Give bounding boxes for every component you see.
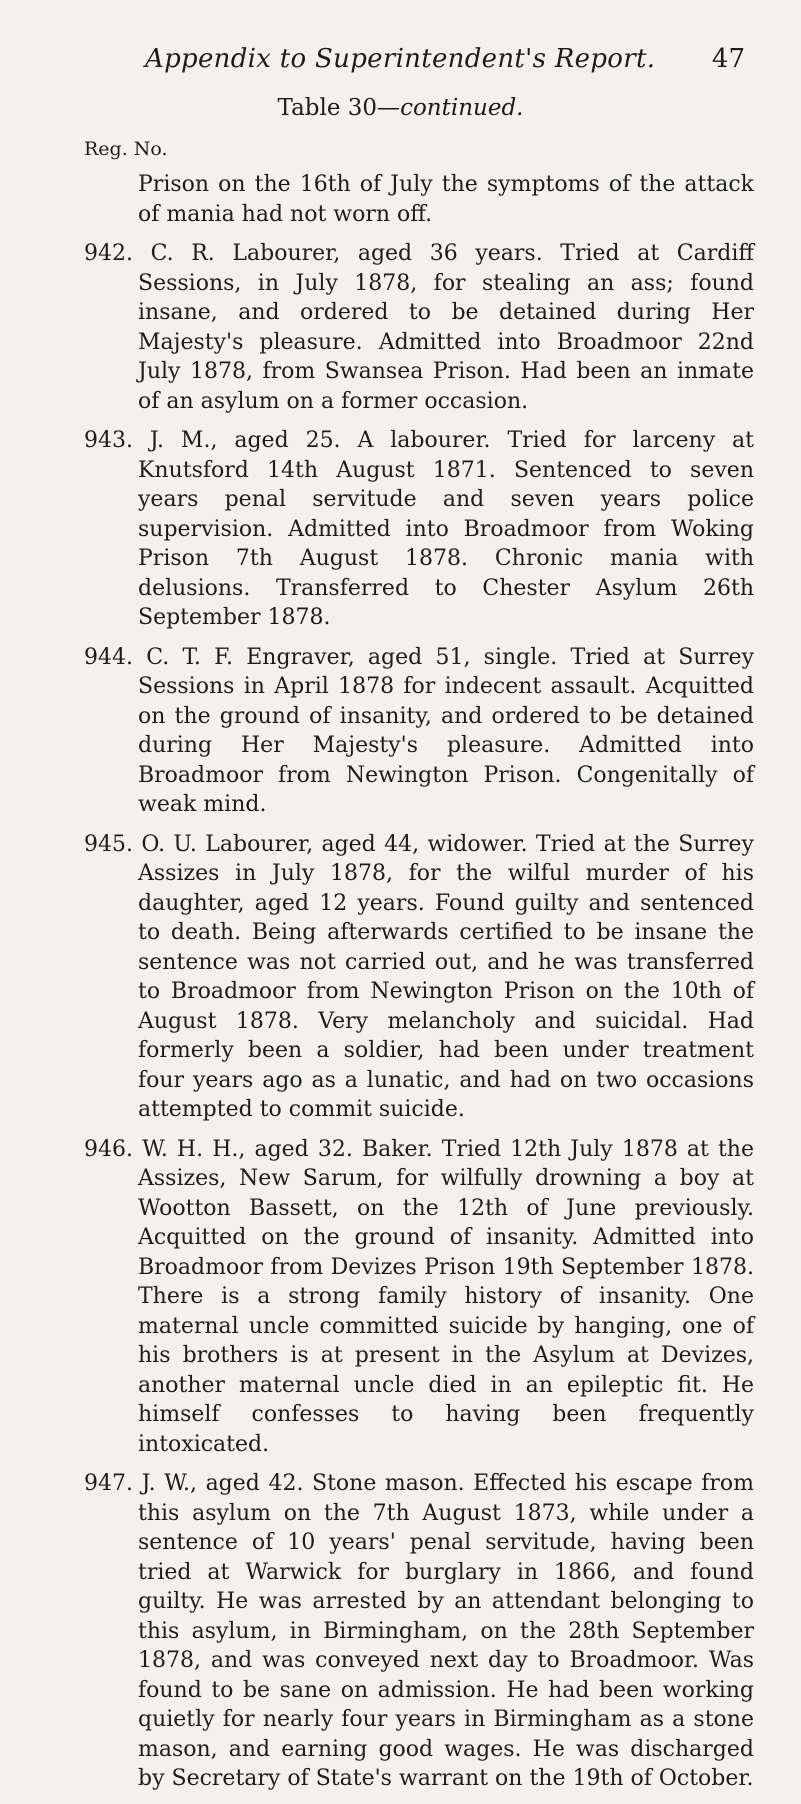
entry-text: J. M., aged 25. A labourer. Tried for larceny at Knutsford 14th August 1871. Sentenced to seven years penal servitude and seven years police supervision. Admitted into Broadmoor from Woking Prison 7th August 1878. Chronic mania with delusions. Transferred to Chester Asylum 26th September 1878.	[138, 428, 754, 630]
entry-number: 943.	[84, 428, 133, 453]
entry-942	[84, 239, 754, 416]
continuation-paragraph: Prison on the 16th of July the symptoms of the attack of mania had not worn off.	[138, 172, 754, 227]
running-header	[145, 44, 745, 84]
reg-no-column-label: Reg. No.	[84, 138, 168, 160]
entry-944	[84, 643, 754, 820]
entry-number: 944.	[84, 644, 133, 670]
running-title: Appendix to Superintendent's Report.	[145, 44, 656, 74]
entry-number: 947.	[84, 1471, 133, 1496]
entry-946	[84, 1135, 754, 1460]
table-title-prefix: Table 30—	[277, 95, 401, 121]
entry-947	[84, 1469, 754, 1794]
entry-943	[84, 426, 754, 633]
table-title	[0, 95, 801, 121]
page-number: 47	[711, 44, 745, 74]
entry-text: O. U. Labourer, aged 44, widower. Tried at the Surrey Assizes in July 1878, for the wilful murder of his daughter, aged 12 years. Found guilty and sentenced to death. Being afterwards certified to be insane the sentence was not carried out, and he was transferred to Broadmoor from Newington Prison on the 10th of August 1878. Very melancholy and suicidal. Had formerly been a soldier, had been under treatment four years ago as a lunatic, and had on two occasions attempted to commit suicide.	[138, 831, 754, 1122]
entries-list	[84, 170, 754, 1804]
entry-945	[84, 830, 754, 1125]
table-title-continued: continued.	[400, 95, 524, 121]
entry-text: C. R. Labourer, aged 36 years. Tried at Cardiff Sessions, in July 1878, for stealing an ass; found insane, and ordered to be detained during Her Majesty's pleasure. Admitted into Broadmoor 22nd July 1878, from Swansea Prison. Had been an inmate of an asylum on a former occasion.	[138, 241, 754, 414]
entry-number: 946.	[84, 1136, 133, 1162]
entry-text: W. H. H., aged 32. Baker. Tried 12th July 1878 at the Assizes, New Sarum, for wilfully drowning a boy at Wootton Bassett, on the 12th of June previously. Acquitted on the ground of insanity. Admitted into Broadmoor from Devizes Prison 19th September 1878. There is a strong family history of insanity. One maternal uncle committed suicide by hanging, one of his brothers is at present in the Asylum at Devizes, another maternal uncle died in an epileptic fit. He himself confesses to having been frequently intoxicated.	[138, 1136, 754, 1457]
entry-number: 942.	[84, 241, 133, 266]
entry-text: J. W., aged 42. Stone mason. Effected his escape from this asylum on the 7th August 1873, while under a sentence of 10 years' penal servitude, having been tried at Warwick for burglary in 1866, and found guilty. He was arrested by an attendant belonging to this asylum, in Birmingham, on the 28th September 1878, and was conveyed next day to Broadmoor. Was found to be sane on admission. He had been working quietly for nearly four years in Birmingham as a stone mason, and earning good wages. He was discharged by Secretary of State's warrant on the 19th of October.	[138, 1471, 754, 1791]
entry-text: C. T. F. Engraver, aged 51, single. Tried at Surrey Sessions in April 1878 for indecent assault. Acquitted on the ground of insanity, and ordered to be detained during Her Majesty's pleasure. Admitted into Broadmoor from Newington Prison. Congenitally of weak mind.	[138, 644, 754, 817]
entry-number: 945.	[84, 831, 133, 857]
